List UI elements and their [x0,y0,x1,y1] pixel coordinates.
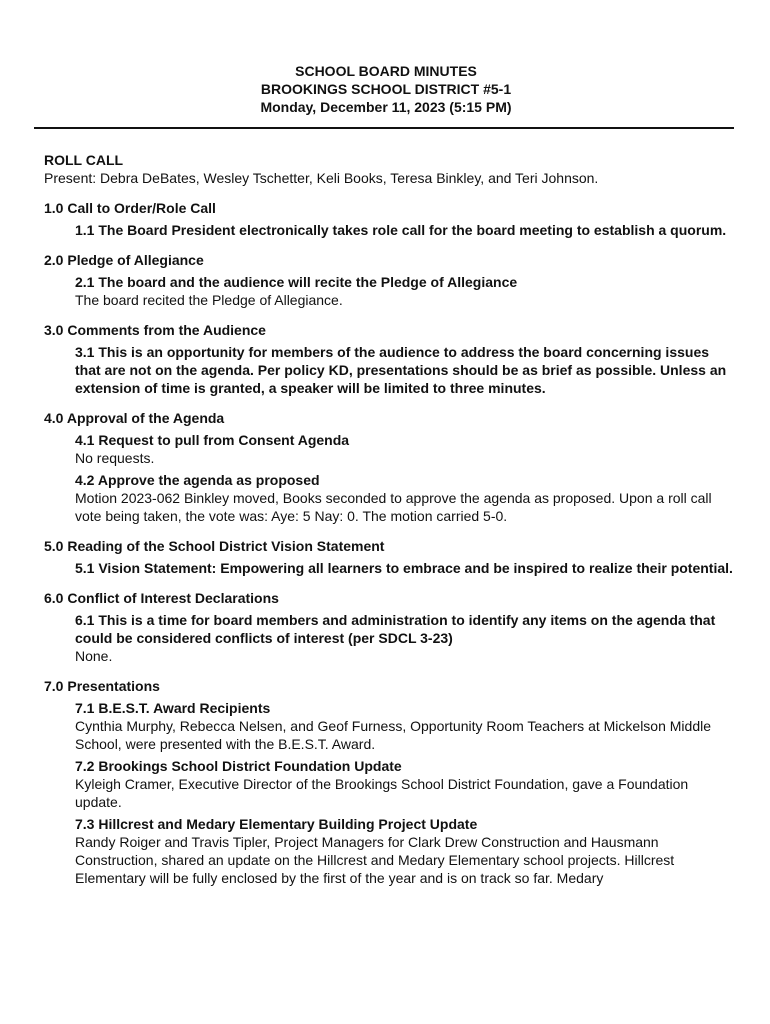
agenda-item [75,757,734,811]
minutes-body [44,151,734,899]
agenda-item-title: 7.2 Brookings School District Foundation Update [75,758,402,774]
agenda-item-text: None. [75,648,113,664]
roll-call-text: Present: Debra DeBates, Wesley Tschetter, Keli Books, Teresa Binkley, and Teri Johnson. [44,170,599,186]
section-title: 3.0 Comments from the Audience [44,322,266,338]
roll-call-section [44,151,734,187]
agenda-section [44,321,734,397]
agenda-item-title: 1.1 The Board President electronically takes role call for the board meeting to establish a quorum. [75,222,727,238]
document-header [34,62,738,116]
section-title: 2.0 Pledge of Allegiance [44,252,204,268]
header-divider [34,127,734,129]
agenda-item [75,431,734,467]
header-district: BROOKINGS SCHOOL DISTRICT #5-1 [260,81,512,97]
agenda-section [44,251,734,309]
header-title: SCHOOL BOARD MINUTES [295,63,477,79]
roll-call-title: ROLL CALL [44,152,124,168]
agenda-item-text: The board recited the Pledge of Allegiance. [75,292,343,308]
agenda-item-title: 6.1 This is a time for board members and administration to identify any items on the agenda that could be considered conflicts of interest (per SDCL 3-23) [75,612,716,646]
agenda-item [75,559,734,577]
agenda-section [44,589,734,665]
agenda-sections [44,199,734,887]
section-title: 7.0 Presentations [44,678,160,694]
agenda-item [75,273,734,309]
agenda-item-title: 4.1 Request to pull from Consent Agenda [75,432,350,448]
agenda-item [75,699,734,753]
agenda-section [44,677,734,887]
agenda-item [75,815,734,887]
agenda-item-text: Cynthia Murphy, Rebecca Nelsen, and Geof Furness, Opportunity Room Teachers at Mickelson Middle School, were presented with the B.E.S.T. Award. [75,718,712,752]
agenda-item-title: 5.1 Vision Statement: Empowering all learners to embrace and be inspired to realize their potential. [75,560,733,576]
agenda-item-title: 2.1 The board and the audience will recite the Pledge of Allegiance [75,274,518,290]
agenda-item-title: 4.2 Approve the agenda as proposed [75,472,320,488]
agenda-item [75,343,734,397]
section-title: 5.0 Reading of the School District Vision Statement [44,538,385,554]
agenda-item-text: Kyleigh Cramer, Executive Director of the Brookings School District Foundation, gave a Foundation update. [75,776,689,810]
agenda-item-text: Motion 2023-062 Binkley moved, Books seconded to approve the agenda as proposed. Upon a roll call vote being taken, the vote was: Aye: 5 Nay: 0. The motion carried 5-0. [75,490,712,524]
agenda-section [44,409,734,525]
agenda-section [44,537,734,577]
agenda-item [75,611,734,665]
agenda-section [44,199,734,239]
section-title: 6.0 Conflict of Interest Declarations [44,590,279,606]
agenda-item-text: No requests. [75,450,155,466]
section-title: 1.0 Call to Order/Role Call [44,200,216,216]
agenda-item [75,471,734,525]
section-title: 4.0 Approval of the Agenda [44,410,225,426]
header-date: Monday, December 11, 2023 (5:15 PM) [260,99,512,115]
agenda-item-title: 7.3 Hillcrest and Medary Elementary Building Project Update [75,816,478,832]
agenda-item [75,221,734,239]
agenda-item-text: Randy Roiger and Travis Tipler, Project Managers for Clark Drew Construction and Hausmann Construction, shared an update on the Hillcrest and Medary Elementary school projects. Hillcrest Elementary will be fully enclosed by the first of the year and is on track so far. Medary [75,834,675,886]
agenda-item-title: 7.1 B.E.S.T. Award Recipients [75,700,271,716]
agenda-item-title: 3.1 This is an opportunity for members of the audience to address the board concerning issues that are not on the agenda. Per policy KD, presentations should be as brief as possible. Unless an extension of time is granted, a speaker will be limited to three minutes. [75,344,727,396]
